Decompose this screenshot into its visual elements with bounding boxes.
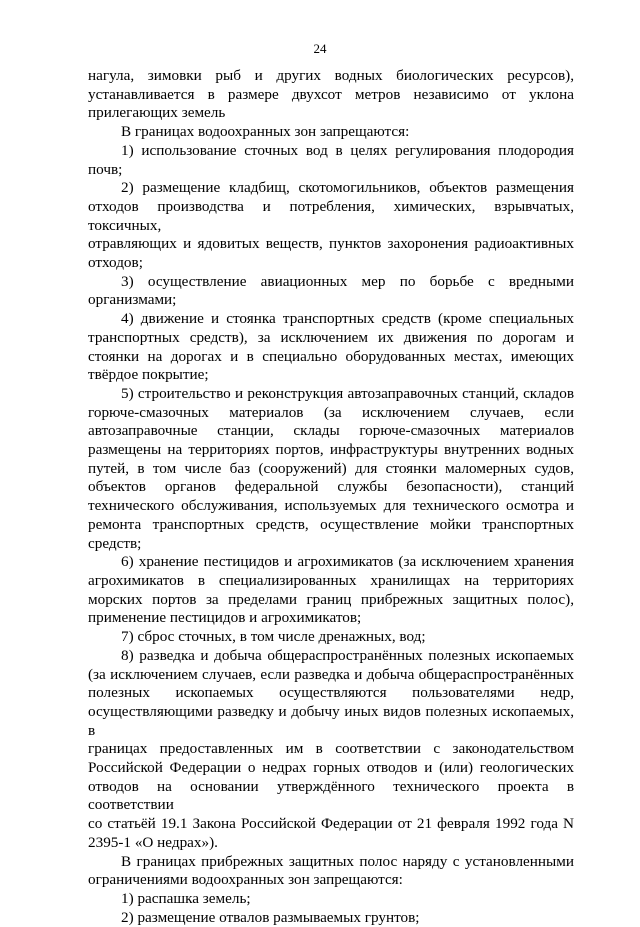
text-line: твёрдое покрытие; (88, 366, 209, 384)
text-line: В границах водоохранных зон запрещаются: (121, 123, 410, 141)
document-body (88, 67, 574, 927)
paragraph (88, 909, 574, 927)
text-line: границах предоставленных им в соответствии с законодательством (88, 740, 574, 758)
text-line: морских портов за пределами границ прибрежных защитных полос), (88, 590, 574, 608)
text-line: 6) хранение пестицидов и агрохимикатов (за исключением хранения (121, 553, 574, 571)
text-line: путей, в том числе баз (сооружений) для стоянки маломерных судов, (88, 459, 574, 477)
text-line: полезных ископаемых осуществляются пользователями недр, (88, 684, 574, 702)
text-line: прилегающих земель (88, 104, 226, 122)
text-line: 1) использование сточных вод в целях регулирования плодородия (121, 141, 574, 159)
text-line: со статьёй 19.1 Закона Российской Федерации от 21 февраля 1992 года N (88, 815, 574, 833)
text-line: устанавливается в размере двухсот метров независимо от уклона (88, 85, 574, 103)
text-line: транспортных средств), за исключением их движения по дорогам и (88, 328, 574, 346)
text-line: размещены на территориях портов, инфраструктуры внутренних водных (88, 441, 574, 459)
text-line: агрохимикатов в специализированных хранилищах на территориях (88, 571, 574, 589)
paragraph (88, 647, 574, 853)
text-line: технического обслуживания, используемых для технического осмотра и (88, 497, 574, 515)
text-line: 5) строительство и реконструкция автозаправочных станций, складов (121, 384, 574, 402)
text-line: 2395-1 «О недрах»). (88, 833, 218, 851)
text-line: ограничениями водоохранных зон запрещаются: (88, 871, 403, 889)
text-line: В границах прибрежных защитных полос наряду с установленными (121, 852, 574, 870)
text-line: 3) осуществление авиационных мер по борьбе с вредными (121, 272, 574, 290)
paragraph (88, 628, 574, 647)
text-line: ремонта транспортных средств, осуществление мойки транспортных (88, 515, 574, 533)
text-line: 1) распашка земель; (121, 889, 251, 907)
paragraph (88, 273, 574, 310)
text-line: почв; (88, 160, 123, 178)
paragraph (88, 67, 574, 123)
text-line: автозаправочные станции, склады горюче-смазочных материалов (88, 422, 574, 440)
text-line: отходов производства и потребления, химических, взрывчатых, токсичных, (88, 197, 574, 234)
text-line: отходов; (88, 254, 143, 272)
text-line: применение пестицидов и агрохимикатов; (88, 609, 362, 627)
text-line: организмами; (88, 291, 177, 309)
paragraph (88, 179, 574, 273)
paragraph (88, 853, 574, 890)
text-line: осуществляющими разведку и добычу иных видов полезных ископаемых, в (88, 702, 574, 739)
text-line: 4) движение и стоянка транспортных средств (кроме специальных (121, 310, 574, 328)
text-line: средств; (88, 534, 142, 552)
text-line: отравляющих и ядовитых веществ, пунктов захоронения радиоактивных (88, 235, 574, 253)
text-line: 8) разведка и добыча общераспространённых полезных ископаемых (121, 646, 574, 664)
text-line: объектов органов федеральной службы безопасности), станций (88, 478, 574, 496)
text-line: 2) размещение отвалов размываемых грунтов; (121, 908, 420, 926)
text-line: Российской Федерации о недрах горных отводов и (или) геологических (88, 759, 574, 777)
text-line: 7) сброс сточных, в том числе дренажных, вод; (121, 628, 426, 646)
paragraph (88, 553, 574, 628)
paragraph (88, 142, 574, 179)
text-line: отводов на основании утверждённого технического проекта в соответствии (88, 777, 574, 814)
paragraph (88, 890, 574, 909)
text-line: (за исключением случаев, если разведка и добыча общераспространённых (88, 665, 574, 683)
text-line: 2) размещение кладбищ, скотомогильников, объектов размещения (121, 179, 574, 197)
text-line: горюче-смазочных материалов (за исключением случаев, если (88, 403, 574, 421)
paragraph (88, 385, 574, 553)
paragraph (88, 310, 574, 385)
paragraph (88, 123, 574, 142)
text-line: стоянки на дорогах и в специально оборудованных местах, имеющих (88, 347, 574, 365)
page-number: 24 (313, 41, 327, 56)
text-line: нагула, зимовки рыб и других водных биологических ресурсов), (88, 67, 574, 84)
